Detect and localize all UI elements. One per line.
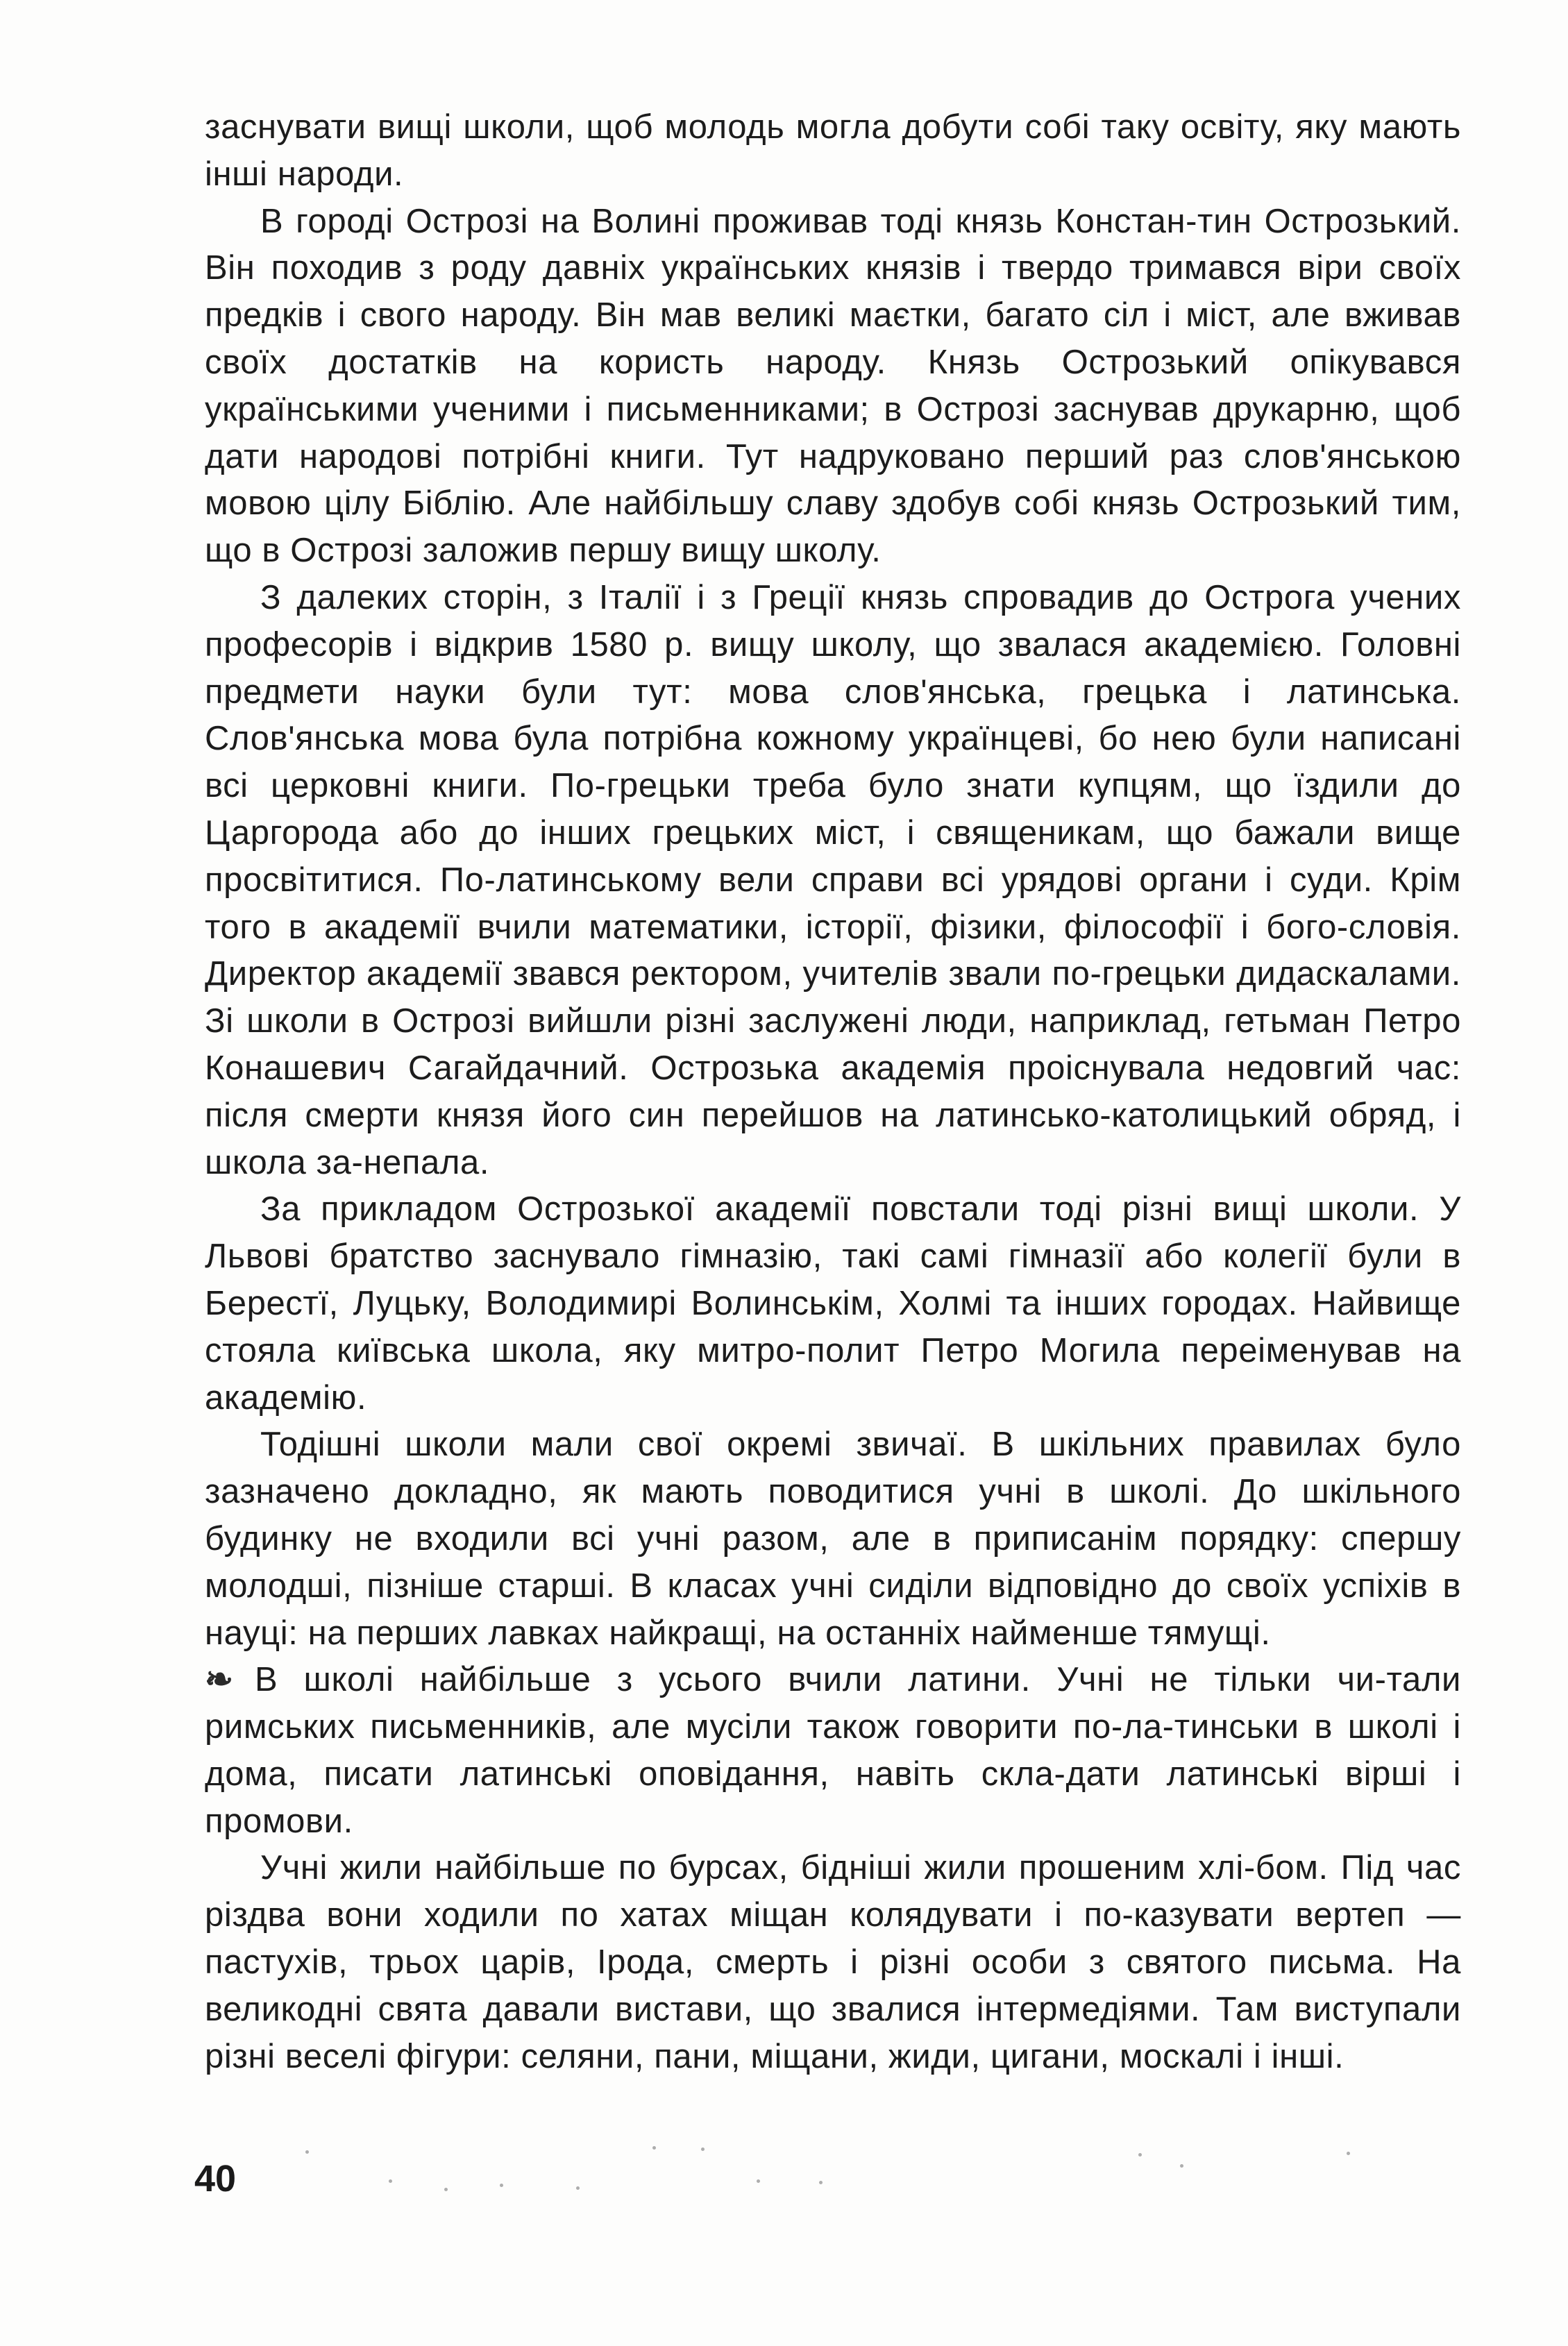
paragraph-4: За прикладом Острозької академії повстали тоді різні вищі школи. У Львові братство заснувало гімназію, такі самі гімназії або колегії були в Берестї, Луцьку, Володимирі Волинськім, Холмі та інших городах. Найвище стояла київська школа, яку митро-полит Петро Могила переіменував на академію.	[205, 1190, 1461, 1417]
paragraph-1: заснувати вищі школи, щоб молодь могла добути собі таку освіту, яку мають інші народи.	[205, 108, 1461, 193]
print-speck	[757, 2179, 760, 2183]
paragraph-2: В городі Острозі на Волині проживав тоді князь Констан-тин Острозький. Він походив з роду давніх українських князів і твердо тримався віри своїх предків і свого народу. Він мав великі маєтки, багато сіл і міст, але вживав своїх достатків на користь народу. Князь Острозький опікувався українськими ученими і письменниками; в Острозі заснував друкарню, щоб дати народові потрібні книги. Тут надруковано перший раз слов'янською мовою цілу Біблію. Але найбільшу славу здобув собі князь Острозький тим, що в Острозі заложив першу вищу школу.	[205, 202, 1461, 570]
body-text	[205, 104, 1461, 2080]
paragraph-6	[205, 1657, 1461, 1845]
paragraph-3: З далеких сторін, з Італії і з Греції князь спровадив до Острога учених професорів і відкрив 1580 р. вищу школу, що звалася академією. Головні предмети науки були тут: мова слов'янська, грецька і латинська. Слов'янська мова була потрібна кожному українцеві, бо нею були написані всі церковні книги. По-грецьки треба було знати купцям, що їздили до Царгорода або до інших грецьких міст, і священикам, що бажали вище просвітитися. По-латинському вели справи всі урядові органи і суди. Крім того в академії вчили математики, історії, фізики, філософії і бого-словія. Директор академії звався ректором, учителів звали по-грецьки дидаскалами. Зі школи в Острозі вийшли різні заслужені люди, наприклад, гетьман Петро Конашевич Сагайдачний. Острозька академія проіснувала недовгий час: після смерти князя його син перейшов на латинсько-католицький обряд, і школа за-непала.	[205, 578, 1461, 1181]
print-speck	[652, 2146, 656, 2150]
print-speck	[819, 2181, 823, 2184]
print-speck	[1180, 2164, 1183, 2168]
print-speck	[444, 2188, 448, 2191]
page-number: 40	[194, 2158, 237, 2200]
print-speck	[1347, 2152, 1350, 2155]
print-speck	[305, 2150, 309, 2154]
print-speck	[389, 2179, 392, 2183]
print-speck	[576, 2186, 580, 2190]
paragraph-7: Учні жили найбільше по бурсах, бідніші жили прошеним хлі-бом. Під час різдва вони ходили по хатах міщан колядувати і по-казувати вертеп — пастухів, трьох царів, Ірода, смерть і різні особи з святого письма. На великодні свята давали вистави, що звалися інтермедіями. Там виступали різні веселі фігури: селяни, пани, міщани, жиди, цигани, москалі і інші.	[205, 1849, 1461, 2075]
print-speck	[500, 2184, 503, 2187]
paragraph-5: Тодішні школи мали свої окремі звичаї. В шкільних правилах було зазначено докладно, як мають поводитися учні в школі. До шкільного будинку не входили всі учні разом, але в приписанім порядку: спершу молодші, пізніше старші. В класах учні сиділи відповідно до своїх успіхів в науці: на перших лавках найкращі, на останніх найменше тямущі.	[205, 1426, 1461, 1652]
paragraph-6-text: В школі найбільше з усього вчили латини. Учні не тільки чи-тали римських письменників, але мусіли також говорити по-ла-тинськи в школі і дома, писати латинські оповідання, навіть скла-дати латинські вірші і промови.	[205, 1661, 1461, 1840]
print-speck	[701, 2147, 705, 2151]
print-speck	[1138, 2153, 1142, 2157]
paragraph-marker: ❧	[205, 1661, 234, 1699]
